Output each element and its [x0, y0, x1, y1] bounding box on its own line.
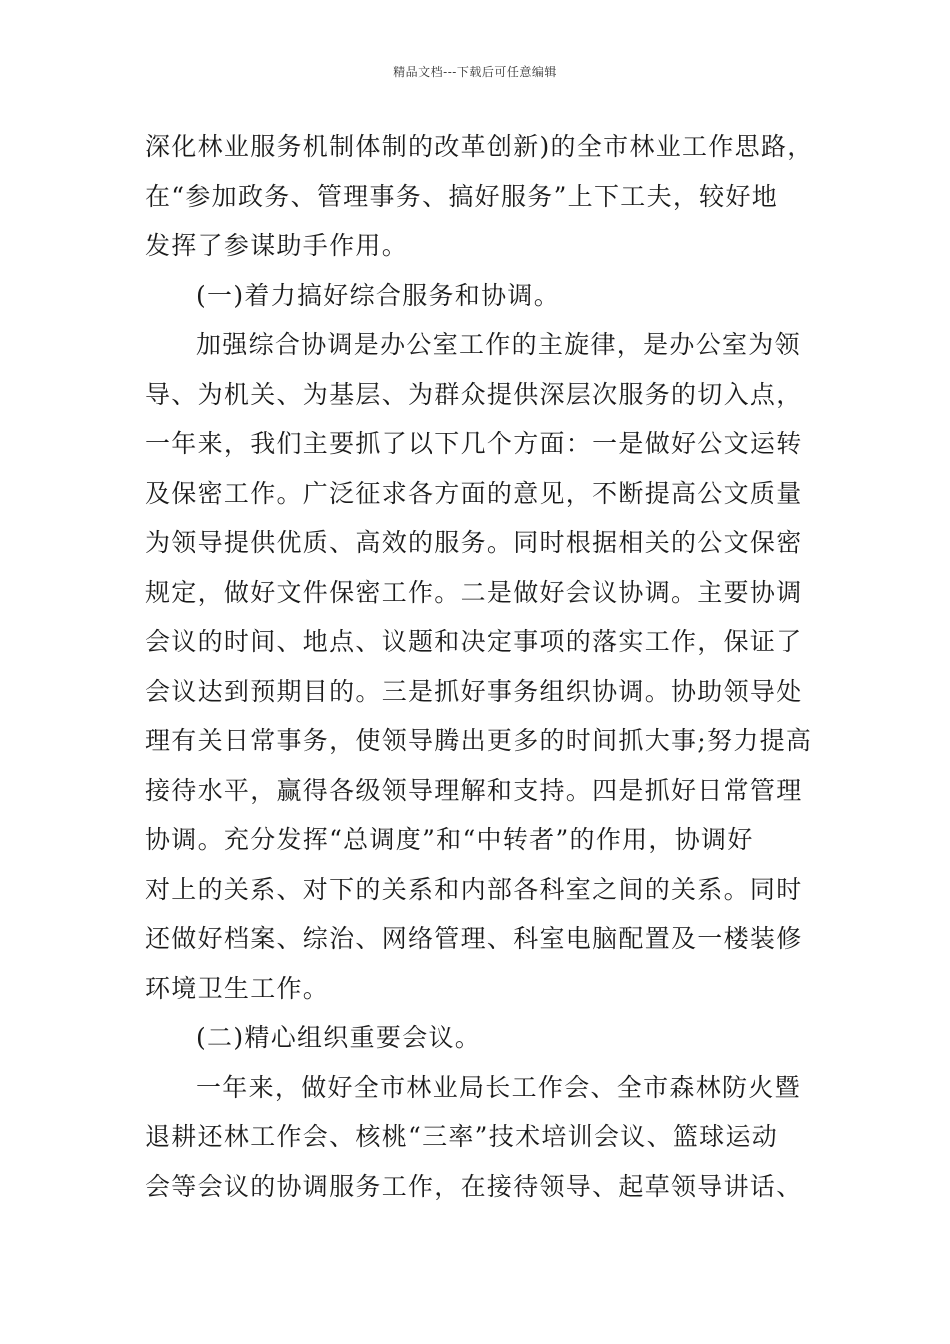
text-line: 会议达到预期目的。三是抓好事务组织协调。协助领导处 — [145, 676, 803, 706]
text-line: 发挥了参谋助手作用。 — [145, 231, 409, 260]
section-heading: (一)着力搞好综合服务和协调。 — [196, 280, 561, 310]
text-line: 理有关日常事务，使领导腾出更多的时间抓大事;努力提高 — [145, 726, 813, 755]
text-line: 规定，做好文件保密工作。二是做好会议协调。主要协调 — [145, 577, 803, 607]
text-line: 在“参加政务、管理事务、搞好服务”上下工夫，较好地 — [145, 181, 779, 211]
text-line: 为领导提供优质、高效的服务。同时根据相关的公文保密 — [145, 528, 803, 557]
text-line: 协调。充分发挥“总调度”和“中转者”的作用，协调好 — [145, 825, 754, 854]
text-line: 一年来，我们主要抓了以下几个方面：一是做好公文运转 — [145, 429, 803, 458]
text-line: 接待水平，赢得各级领导理解和支持。四是抓好日常管理 — [145, 775, 803, 805]
text-line: 退耕还林工作会、核桃“三率”技术培训会议、篮球运动 — [145, 1122, 779, 1151]
text-line: 及保密工作。广泛征求各方面的意见，不断提高公文质量 — [145, 478, 803, 508]
text-line: 对上的关系、对下的关系和内部各科室之间的关系。同时 — [145, 874, 803, 904]
paragraph-first-line: 加强综合协调是办公室工作的主旋律，是办公室为领 — [196, 330, 801, 359]
text-line: 会议的时间、地点、议题和决定事项的落实工作，保证了 — [145, 627, 803, 656]
text-line: 还做好档案、综治、网络管理、科室电脑配置及一楼装修 — [145, 924, 803, 953]
text-line: 导、为机关、为基层、为群众提供深层次服务的切入点， — [145, 379, 803, 409]
section-heading: (二)精心组织重要会议。 — [196, 1023, 482, 1052]
text-line: 深化林业服务机制体制的改革创新)的全市林业工作思路， — [145, 132, 814, 161]
running-header: 精品文档---下载后可任意编辑 — [393, 65, 557, 79]
text-line: 环境卫生工作。 — [145, 973, 330, 1003]
paragraph-first-line: 一年来，做好全市林业局长工作会、全市森林防火暨 — [196, 1072, 801, 1102]
text-line: 会等会议的协调服务工作，在接待领导、起草领导讲话、 — [145, 1171, 803, 1201]
body-text — [145, 122, 815, 1211]
